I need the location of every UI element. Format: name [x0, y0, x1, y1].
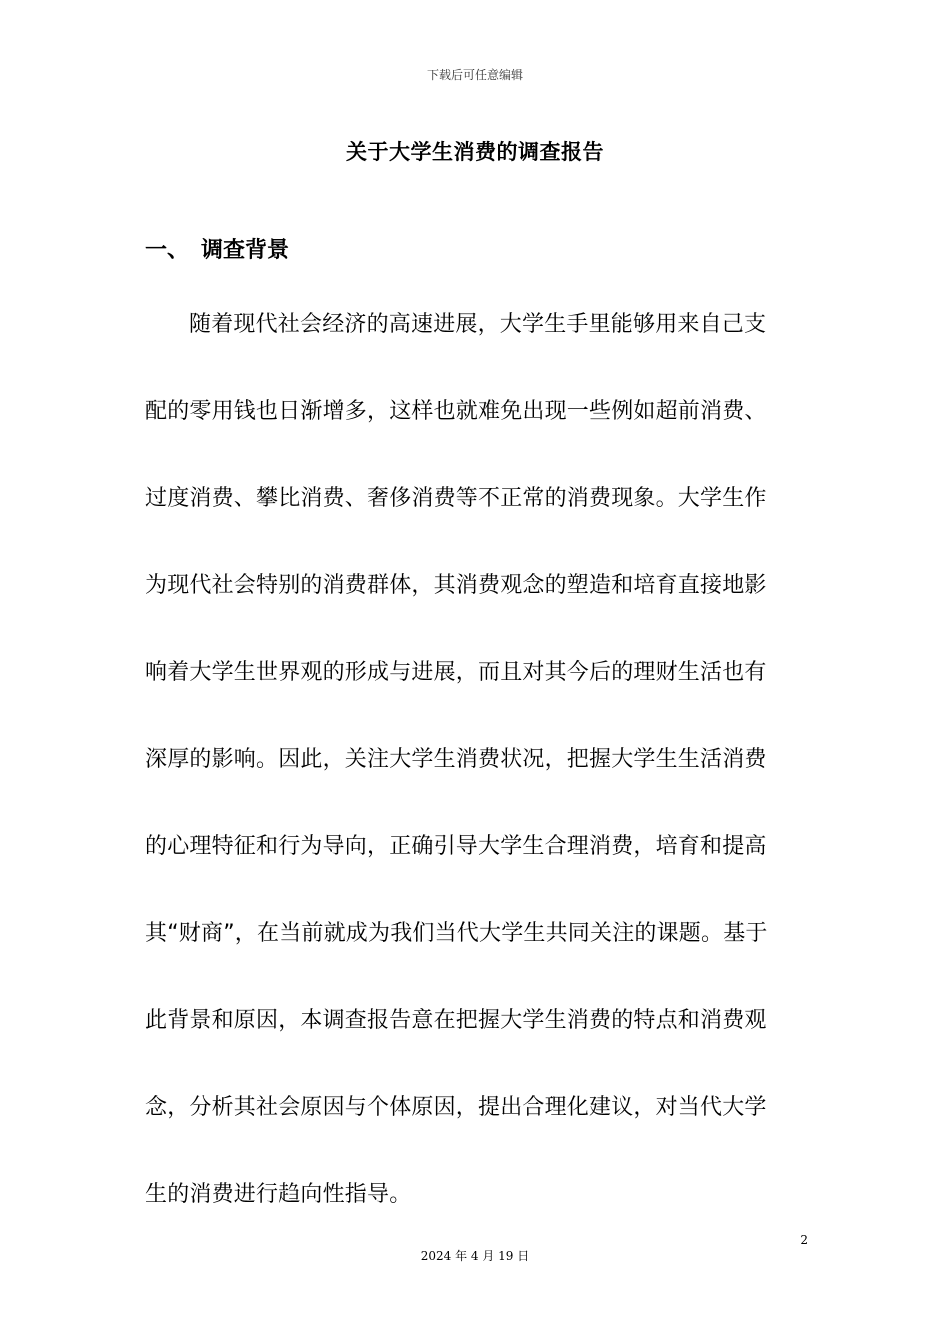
paragraph-line: 响着大学生世界观的形成与进展，而且对其今后的理财生活也有 — [145, 660, 767, 685]
paragraph-line: 配的零用钱也日渐增多，这样也就难免出现一些例如超前消费、 — [145, 399, 767, 424]
paragraph-line: 过度消费、攀比消费、奢侈消费等不正常的消费现象。大学生作 — [145, 486, 767, 511]
document-title: 关于大学生消费的调查报告 — [346, 140, 604, 164]
paragraph-line: 念，分析其社会原因与个体原因，提出合理化建议，对当代大学 — [145, 1095, 767, 1120]
paragraph-line: 随着现代社会经济的高速进展，大学生手里能够用来自己支 — [189, 312, 767, 337]
section-title: 调查背景 — [201, 238, 290, 263]
paragraph-line: 深厚的影响。因此，关注大学生消费状况，把握大学生生活消费 — [145, 747, 767, 772]
paragraph-line: 其“财商”，在当前就成为我们当代大学生共同关注的课题。基于 — [145, 921, 768, 946]
section-heading — [145, 233, 289, 264]
footer-date: 2024 年 4 月 19 日 — [420, 1249, 530, 1263]
page-number: 2 — [800, 1233, 808, 1247]
paragraph-line: 生的消费进行趋向性指导。 — [145, 1182, 412, 1207]
section-number: 一、 — [145, 238, 190, 263]
paragraph-line: 此背景和原因，本调查报告意在把握大学生消费的特点和消费观 — [145, 1008, 767, 1033]
body-paragraph — [145, 300, 807, 1257]
paragraph-line: 的心理特征和行为导向，正确引导大学生合理消费，培育和提高 — [145, 834, 767, 859]
header-note: 下载后可任意编辑 — [426, 68, 523, 82]
paragraph-line: 为现代社会特别的消费群体，其消费观念的塑造和培育直接地影 — [145, 573, 767, 598]
